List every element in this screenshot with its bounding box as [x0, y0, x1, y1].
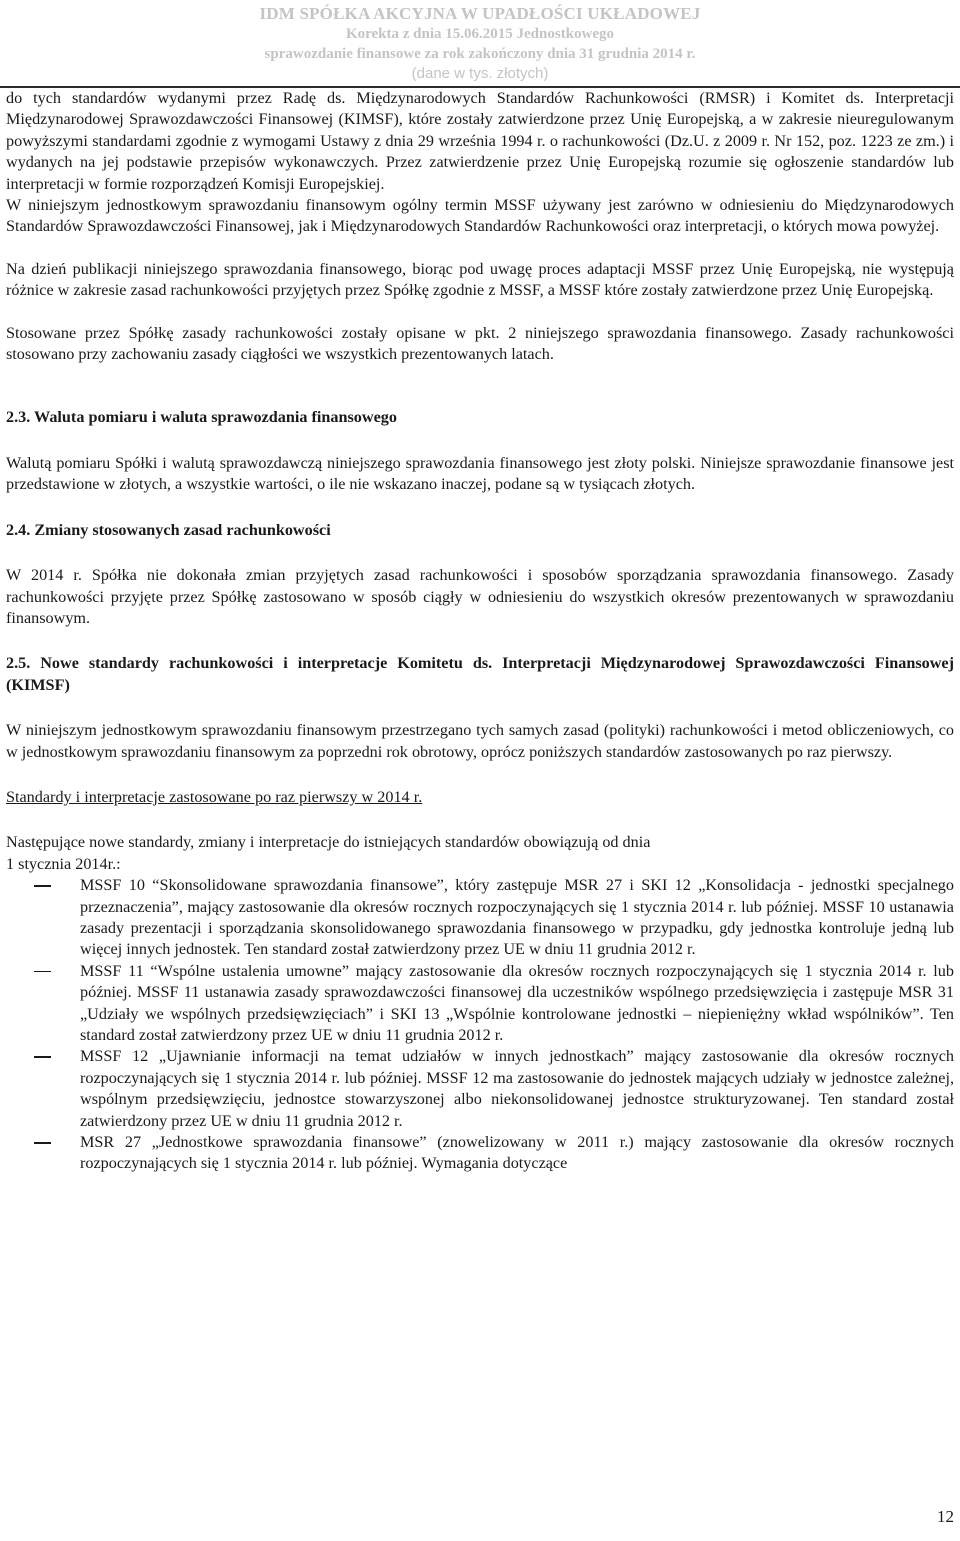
header-company: IDM SPÓŁKA AKCYJNA W UPADŁOŚCI UKŁADOWEJ [259, 4, 701, 23]
dash-bullet [34, 971, 51, 973]
paragraph-new-standards-intro: Następujące nowe standardy, zmiany i interpretacje do istniejących standardów obowiązują od dnia [6, 833, 651, 852]
dash-bullet [34, 1056, 51, 1058]
section-heading-2-5: 2.5. Nowe standardy rachunkowości i interpretacje Komitetu ds. Interpretacji Międzynarodowej Sprawozdawczości Finansowej (KIMSF) [6, 654, 954, 694]
standards-list [6, 875, 954, 1175]
list-item-mssf-11: MSSF 11 “Wspólne ustalenia umowne” mający zastosowanie dla okresów rocznych rozpoczynających się 1 stycznia 2014 r. lub później. MSSF 11 ustanawia zasady sprawozdawczości finansowej dla uczestników wspólnego przedsięwzięcia i zastępuje MSR 31 „Udziały we wspólnych przedsięwzięciach” i SKI 13 „Wspólnie kontrolowane jednostki – niepieniężny wkład wspólników”. Ten standard został zatwierdzony przez UE w dniu 11 grudnia 2012 r. [6, 961, 954, 1047]
header-units: (dane w tys. złotych) [411, 65, 549, 82]
list-item-msr-27: MSR 27 „Jednostkowe sprawozdania finansowe” (znowelizowany w 2011 r.) mający zastosowanie dla okresów rocznych rozpoczynających się 1 stycznia 2014 r. lub później. Wymagania dotyczące [6, 1132, 954, 1175]
page-body [6, 88, 954, 1175]
paragraph-currency: Walutą pomiaru Spółki i walutą sprawozdawczą niniejszego sprawozdania finansowego jest złoty polski. Niniejsze sprawozdanie finansowe jest przedstawione w złotych, a wszystkie wartości, o ile nie wskazano inaczej, podane są w tysiącach złotych. [6, 453, 954, 494]
subheading-first-time-standards: Standardy i interpretacje zastosowane po raz pierwszy w 2014 r. [6, 787, 423, 806]
paragraph-effective-date: 1 stycznia 2014r.: [6, 854, 121, 873]
dash-bullet [34, 885, 51, 887]
section-heading-2-4: 2.4. Zmiany stosowanych zasad rachunkowości [6, 520, 331, 539]
header-report-title: sprawozdanie finansowe za rok zakończony dnia 31 grudnia 2014 r. [264, 46, 696, 62]
list-item-mssf-10: MSSF 10 “Skonsolidowane sprawozdania finansowe”, który zastępuje MSR 27 i SKI 12 „Konsolidacja - jednostki specjalnego przeznaczenia”, mający zastosowanie dla okresów rocznych rozpoczynających się 1 stycznia 2014 r. lub później. MSSF 10 ustanawia zasady prezentacji i sporządzania skonsolidowanego sprawozdania finansowego w przypadku, gdy jednostka kontroluje jedną lub więcej innych jednostek. Ten standard został zatwierdzony przez UE w dniu 11 grudnia 2012 r. [6, 875, 954, 961]
paragraph-mssf-term: W niniejszym jednostkowym sprawozdaniu finansowym ogólny termin MSSF używany jest zarówno w odniesieniu do Międzynarodowych Standardów Sprawozdawczości Finansowej, jak i Międzynarodowych Standardów Rachunkowości oraz interpretacji, o których mowa powyżej. [6, 196, 954, 236]
list-item-mssf-12: MSSF 12 „Ujawnianie informacji na temat udziałów w innych jednostkach” mający zastosowanie dla okresów rocznych rozpoczynających się 1 stycznia 2014 r. lub później. MSSF 12 ma zastosowanie do jednostek mających udziały w jednostce zależnej, wspólnym przedsięwzięciu, jednostce stowarzyszonej albo niekonsolidowanej jednostce strukturyzowanej. Ten standard został zatwierdzony przez UE w dniu 11 grudnia 2012 r. [6, 1046, 954, 1132]
header-correction: Korekta z dnia 15.06.2015 Jednostkowego [345, 26, 615, 42]
paragraph-no-policy-changes: W 2014 r. Spółka nie dokonała zmian przyjętych zasad rachunkowości i sposobów sporządzania sprawozdania finansowego. Zasady rachunkowości przyjęte przez Spółkę zastosowano w sposób ciągły w odniesieniu do wszystkich okresów prezentowanych w sprawozdaniu finansowym. [6, 566, 954, 627]
paragraph-policies-described: Stosowane przez Spółkę zasady rachunkowości zostały opisane w pkt. 2 niniejszego sprawozdania finansowego. Zasady rachunkowości stosowano przy zachowaniu zasady ciągłości we wszystkich prezentowanych latach. [6, 323, 954, 364]
dash-bullet [34, 1142, 51, 1144]
paragraph-ifrs-basis: do tych standardów wydanymi przez Radę ds. Międzynarodowych Standardów Rachunkowości (RMSR) i Komitet ds. Interpretacji Międzynarodowej Sprawozdawczości Finansowej (KIMSF), które zostały zatwierdzone przez Unię Europejską, a w zakresie nieuregulowanym powyższymi standardami zgodnie z wymogami Ustawy z dnia 29 września 1994 r. o rachunkowości (Dz.U. z 2009 r. Nr 152, poz. 1223 ze zm.) i wydanych na jej podstawie przepisów wykonawczych. Przez zatwierdzenie przez Unię Europejską rozumie się ogłoszenie standardów lub interpretacji w formie rozporządzeń Komisji Europejskiej. [6, 89, 954, 193]
running-header [0, 0, 960, 86]
page-number: 12 [937, 1507, 954, 1526]
section-heading-2-3: 2.3. Waluta pomiaru i waluta sprawozdania finansowego [6, 408, 397, 427]
paragraph-no-differences: Na dzień publikacji niniejszego sprawozdania finansowego, biorąc pod uwagę proces adaptacji MSSF przez Unię Europejską, nie występują różnice w zakresie zasad rachunkowości przyjętych przez Spółkę zgodnie z MSSF, a MSSF które zostały zatwierdzone przez Unię Europejską. [6, 259, 954, 300]
paragraph-same-policies: W niniejszym jednostkowym sprawozdaniu finansowym przestrzegano tych samych zasad (polityki) rachunkowości i metod obliczeniowych, co w jednostkowym sprawozdaniu finansowym za poprzedni rok obrotowy, oprócz poniższych standardów zastosowanych po raz pierwszy. [6, 721, 954, 761]
